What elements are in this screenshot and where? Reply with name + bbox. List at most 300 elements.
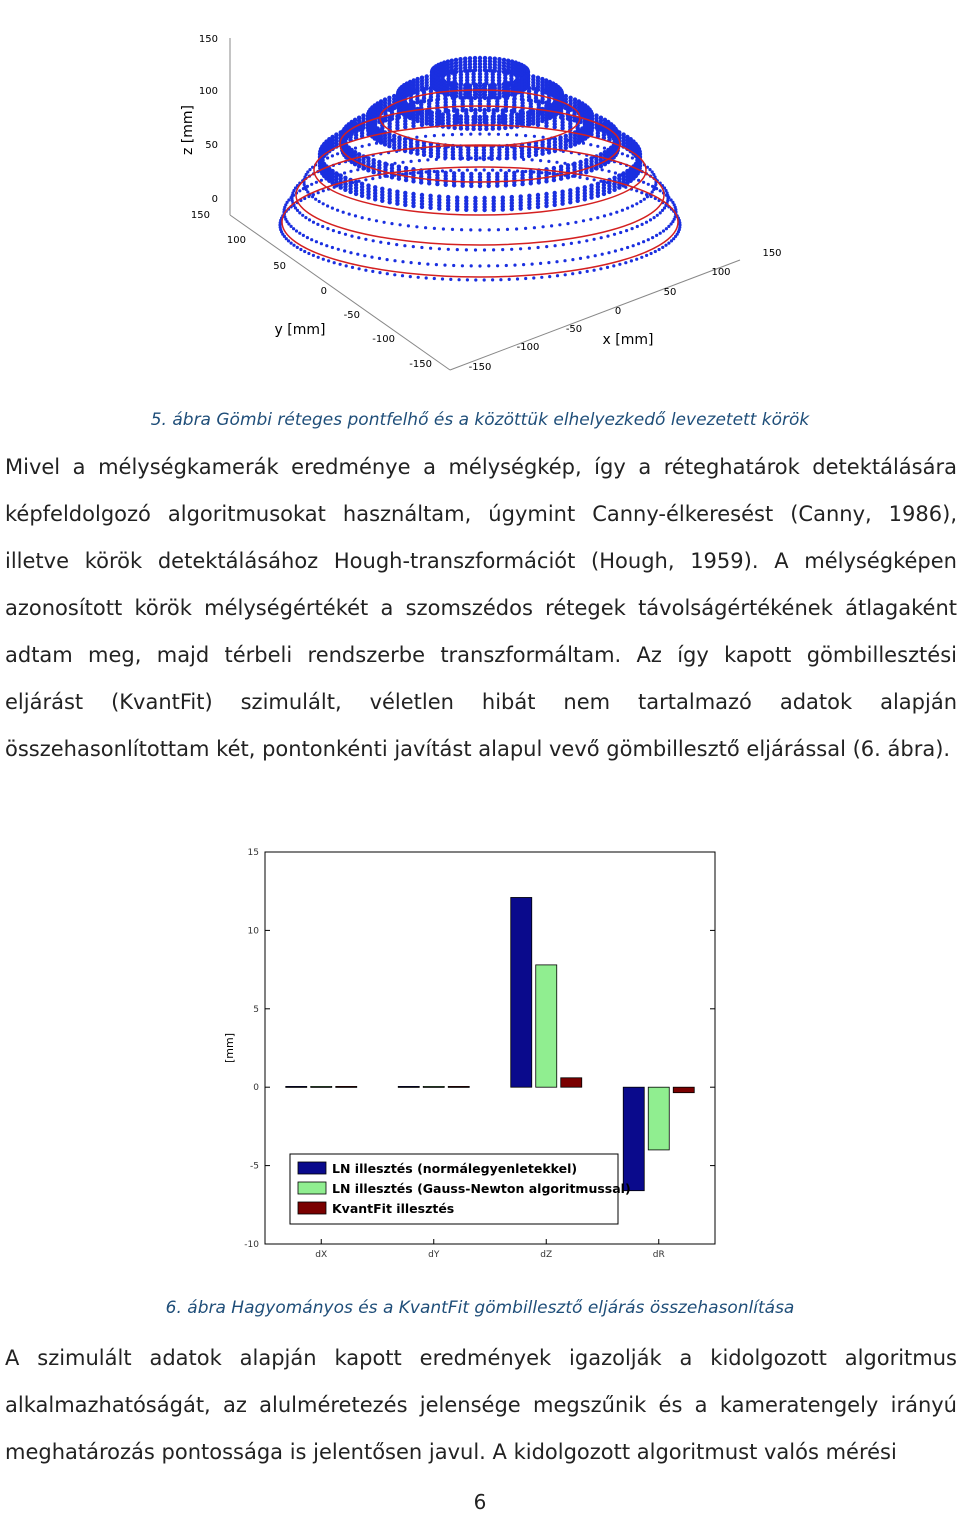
point-marker xyxy=(661,246,664,249)
point-marker xyxy=(564,94,568,98)
point-marker xyxy=(510,248,513,251)
point-marker xyxy=(424,135,427,138)
point-marker xyxy=(304,216,307,219)
point-marker xyxy=(614,249,617,252)
point-marker xyxy=(493,83,497,87)
point-marker xyxy=(474,248,477,251)
point-marker xyxy=(403,244,406,247)
point-marker xyxy=(526,68,530,72)
point-marker xyxy=(339,263,342,266)
point-marker xyxy=(606,266,609,269)
point-marker xyxy=(533,135,536,138)
point-marker xyxy=(315,240,318,243)
point-marker xyxy=(495,172,499,176)
point-marker xyxy=(332,229,335,232)
point-marker xyxy=(582,219,585,222)
point-marker xyxy=(621,171,625,175)
bar xyxy=(511,897,532,1087)
point-marker xyxy=(478,115,482,119)
x-tick-label: dX xyxy=(315,1250,328,1260)
point-marker xyxy=(666,194,669,197)
point-marker xyxy=(474,278,477,281)
point-marker xyxy=(363,254,366,257)
point-marker xyxy=(545,245,548,248)
point-marker xyxy=(640,256,643,259)
point-marker xyxy=(409,275,412,278)
point-marker xyxy=(306,170,309,173)
point-marker xyxy=(463,57,467,61)
point-marker xyxy=(364,238,367,241)
point-marker xyxy=(579,257,582,260)
point-marker xyxy=(544,192,548,196)
point-marker xyxy=(635,258,638,261)
y-tick-label: -150 xyxy=(409,359,432,370)
point-marker xyxy=(312,254,315,257)
point-marker xyxy=(330,135,334,139)
point-marker xyxy=(415,225,418,228)
point-marker xyxy=(478,228,481,231)
point-marker xyxy=(478,156,481,159)
point-marker xyxy=(456,248,459,251)
point-marker xyxy=(357,236,360,239)
y-tick-label: 100 xyxy=(226,235,246,246)
point-marker xyxy=(463,83,467,87)
point-marker xyxy=(307,252,310,255)
point-marker xyxy=(392,94,396,98)
point-marker xyxy=(654,250,657,253)
x-tick-label: 50 xyxy=(663,287,677,298)
point-marker xyxy=(563,259,566,262)
point-marker xyxy=(469,172,473,176)
point-marker xyxy=(318,200,321,203)
point-marker xyxy=(497,114,501,118)
point-marker xyxy=(338,231,341,234)
bar xyxy=(336,1086,357,1087)
point-marker xyxy=(368,143,371,146)
point-marker xyxy=(331,207,334,210)
point-marker xyxy=(428,194,432,198)
point-marker xyxy=(599,152,603,156)
point-marker xyxy=(424,226,427,229)
x-tick-label: 150 xyxy=(762,248,782,259)
point-marker xyxy=(640,191,643,194)
y-tick-label: 0 xyxy=(253,1083,259,1094)
point-marker xyxy=(473,108,477,112)
point-marker xyxy=(429,247,432,250)
point-marker xyxy=(420,193,424,197)
point-marker xyxy=(379,99,383,103)
point-marker xyxy=(593,269,596,272)
point-marker xyxy=(401,161,404,164)
x-tick-label: 0 xyxy=(614,306,622,317)
point-marker xyxy=(344,233,347,236)
point-marker xyxy=(505,264,508,267)
point-marker xyxy=(361,113,365,117)
point-marker xyxy=(578,176,581,179)
point-marker xyxy=(435,111,439,115)
point-marker xyxy=(390,222,393,225)
point-marker xyxy=(635,202,638,205)
point-marker xyxy=(533,226,536,229)
point-marker xyxy=(642,240,645,243)
point-marker xyxy=(308,218,311,221)
point-marker xyxy=(451,228,454,231)
point-marker xyxy=(357,116,361,120)
point-marker xyxy=(483,168,486,171)
point-marker xyxy=(491,115,495,119)
point-marker xyxy=(420,76,424,80)
point-marker xyxy=(670,239,673,242)
point-marker xyxy=(356,168,359,171)
point-marker xyxy=(642,181,645,184)
point-marker xyxy=(531,109,535,113)
point-marker xyxy=(540,77,544,81)
x-tick-label: -100 xyxy=(516,342,540,353)
z-tick-label: 50 xyxy=(205,140,218,151)
point-marker xyxy=(468,84,472,88)
point-marker xyxy=(450,81,454,85)
point-marker xyxy=(404,166,408,170)
point-marker xyxy=(379,241,382,244)
y-tick-label: 0 xyxy=(320,286,327,297)
point-marker xyxy=(437,194,441,198)
point-marker xyxy=(601,168,604,171)
point-marker xyxy=(600,236,603,239)
point-marker xyxy=(631,204,634,207)
point-marker xyxy=(399,223,402,226)
point-marker xyxy=(425,276,428,279)
point-marker xyxy=(606,235,609,238)
point-marker xyxy=(471,115,475,119)
point-marker xyxy=(356,253,359,256)
point-marker xyxy=(375,219,378,222)
point-marker xyxy=(364,269,367,272)
point-marker xyxy=(662,229,665,232)
point-marker xyxy=(458,278,461,281)
point-marker xyxy=(636,225,639,228)
point-marker xyxy=(468,56,472,60)
y-axis-label: [mm] xyxy=(223,1032,236,1064)
bar xyxy=(448,1086,469,1087)
point-marker xyxy=(460,228,463,231)
point-marker xyxy=(647,238,650,241)
point-marker xyxy=(447,248,450,251)
point-marker xyxy=(596,145,599,148)
point-marker xyxy=(502,58,506,62)
point-marker xyxy=(465,248,468,251)
point-marker xyxy=(473,196,477,200)
point-marker xyxy=(497,228,500,231)
point-marker xyxy=(302,234,305,237)
legend-entry: LN illesztés (Gauss-Newton algoritmussal) xyxy=(332,1181,631,1196)
point-marker xyxy=(371,177,374,180)
point-marker xyxy=(547,160,550,163)
point-marker xyxy=(508,278,511,281)
point-marker xyxy=(387,96,391,100)
point-marker xyxy=(659,189,662,192)
point-marker xyxy=(336,209,339,212)
point-marker xyxy=(553,191,557,195)
point-marker xyxy=(287,198,290,201)
point-marker xyxy=(521,111,525,115)
bar xyxy=(673,1087,694,1092)
point-marker xyxy=(395,190,399,194)
point-marker xyxy=(571,258,574,261)
point-marker xyxy=(478,264,481,267)
point-marker xyxy=(290,225,293,228)
y-tick-label: 15 xyxy=(247,848,259,858)
point-marker xyxy=(470,264,473,267)
point-marker xyxy=(526,110,530,114)
point-marker xyxy=(603,214,606,217)
point-marker xyxy=(298,189,301,192)
point-marker xyxy=(491,278,494,281)
point-marker xyxy=(388,188,392,192)
point-marker xyxy=(638,149,642,153)
point-marker xyxy=(482,108,486,112)
point-marker xyxy=(656,214,659,217)
point-marker xyxy=(568,96,572,100)
point-marker xyxy=(337,248,340,251)
point-marker xyxy=(380,187,384,191)
point-marker xyxy=(524,277,527,280)
figure5-caption: 5. ábra Gömbi réteges pontfelhő és a közöttük elhelyezkedő levezetett körök xyxy=(150,410,810,430)
point-marker xyxy=(483,56,487,60)
point-marker xyxy=(452,264,455,267)
point-marker xyxy=(386,272,389,275)
point-marker xyxy=(658,248,661,251)
z-axis-label: z [mm] xyxy=(180,105,196,155)
point-marker xyxy=(603,150,607,154)
point-marker xyxy=(395,243,398,246)
point-marker xyxy=(351,266,354,269)
point-marker xyxy=(454,58,458,62)
point-marker xyxy=(325,244,328,247)
point-marker xyxy=(420,246,423,249)
point-marker xyxy=(585,239,588,242)
x-tick-label: dY xyxy=(428,1250,440,1260)
point-marker xyxy=(593,238,596,241)
point-marker xyxy=(326,227,329,230)
z-tick-label: 150 xyxy=(198,34,218,45)
point-marker xyxy=(466,278,469,281)
z-tick-label: 0 xyxy=(211,194,218,205)
point-marker xyxy=(544,105,548,109)
point-marker xyxy=(343,176,347,180)
point-marker xyxy=(659,211,662,214)
point-marker xyxy=(298,232,301,235)
point-marker xyxy=(368,218,371,221)
point-marker xyxy=(651,190,654,193)
point-marker xyxy=(589,218,592,221)
point-marker xyxy=(378,271,381,274)
point-marker xyxy=(483,278,486,281)
point-marker xyxy=(326,204,329,207)
point-marker xyxy=(301,214,304,217)
point-marker xyxy=(358,267,361,270)
point-marker xyxy=(515,227,518,230)
point-marker xyxy=(568,188,572,192)
point-marker xyxy=(577,128,581,132)
point-marker xyxy=(427,169,431,173)
point-marker xyxy=(653,216,656,219)
point-marker xyxy=(441,277,444,280)
point-marker xyxy=(361,216,364,219)
body-paragraph-1: Mivel a mélységkamerák eredménye a mélységkép, így a réteghatárok detektálására képfeldolgozó algoritmusokat használtam, úgymint Canny-élkeresést (Canny, 1986), illetve körök detektálásához Hough-transzformációt (Hough, 1959). A mélységképen azonosított körök mélységértékét a szomszédos rétegek távolságértékének átlagaként adtam meg, majd térbeli rendszerbe transzformáltam. Az így kapott gömbillesztési eljárást (KvantFit) szimulált, véletlen hibát nem tartalmazó adatok alapján összehasonlítottam két, pontonkénti javítást alapul vevő gömbillesztő eljárással (6. ábra). xyxy=(5,455,957,761)
point-marker xyxy=(499,278,502,281)
point-marker xyxy=(493,57,497,61)
point-marker xyxy=(343,249,346,252)
point-marker xyxy=(306,236,309,239)
point-marker xyxy=(497,133,500,136)
bar xyxy=(286,1086,307,1087)
point-marker xyxy=(515,133,518,136)
point-marker xyxy=(454,82,458,86)
legend-entry: KvantFit illesztés xyxy=(332,1201,455,1216)
point-marker xyxy=(442,133,445,136)
point-marker xyxy=(354,147,357,150)
point-marker xyxy=(564,134,568,138)
point-marker xyxy=(446,59,450,63)
point-marker xyxy=(539,262,542,265)
point-marker xyxy=(599,267,602,270)
point-marker xyxy=(520,170,524,174)
point-marker xyxy=(555,260,558,263)
point-marker xyxy=(621,209,624,212)
point-marker xyxy=(350,235,353,238)
point-marker xyxy=(373,185,377,189)
point-marker xyxy=(474,168,477,171)
point-marker xyxy=(508,169,511,172)
point-marker xyxy=(625,169,629,173)
x-tick-label: dR xyxy=(652,1250,665,1260)
y-tick-label: -100 xyxy=(372,334,395,345)
point-marker xyxy=(564,273,567,276)
point-marker xyxy=(393,259,396,262)
point-marker xyxy=(594,113,598,117)
point-marker xyxy=(578,160,582,164)
point-marker xyxy=(378,176,381,179)
point-marker xyxy=(635,189,638,192)
point-marker xyxy=(624,261,627,264)
point-marker xyxy=(556,274,559,277)
point-marker xyxy=(366,156,370,160)
point-marker xyxy=(442,227,445,230)
point-marker xyxy=(487,172,491,176)
point-marker xyxy=(425,74,429,78)
point-marker xyxy=(452,171,456,175)
point-marker xyxy=(667,225,670,228)
point-marker xyxy=(540,276,543,279)
point-marker xyxy=(589,183,593,187)
point-marker xyxy=(536,193,540,197)
point-marker xyxy=(392,134,396,138)
point-marker xyxy=(441,112,445,116)
bar xyxy=(398,1086,419,1087)
bar xyxy=(648,1087,669,1150)
y-tick-label: -50 xyxy=(343,310,360,321)
point-marker xyxy=(531,158,534,161)
page-number: 6 xyxy=(473,1490,487,1514)
point-marker xyxy=(435,170,439,174)
point-marker xyxy=(607,251,610,254)
point-marker xyxy=(483,84,487,88)
point-marker xyxy=(510,195,514,199)
y-tick-label: 50 xyxy=(273,261,286,272)
point-marker xyxy=(519,194,523,198)
point-marker xyxy=(626,207,629,210)
point-marker xyxy=(584,158,588,162)
point-marker xyxy=(469,228,472,231)
point-marker xyxy=(630,259,633,262)
y-tick-label: -10 xyxy=(244,1240,259,1250)
point-marker xyxy=(397,165,401,169)
point-marker xyxy=(343,171,346,174)
point-marker xyxy=(645,221,648,224)
point-marker xyxy=(519,247,522,250)
bar xyxy=(623,1087,644,1190)
point-marker xyxy=(316,223,319,226)
point-marker xyxy=(415,77,419,81)
point-marker xyxy=(310,238,313,241)
point-marker xyxy=(531,74,535,78)
point-marker xyxy=(637,242,640,245)
point-marker xyxy=(524,134,527,137)
point-marker xyxy=(348,213,351,216)
point-marker xyxy=(574,221,577,224)
point-marker xyxy=(532,276,535,279)
point-marker xyxy=(596,182,600,186)
point-marker xyxy=(599,116,603,120)
bar xyxy=(423,1086,444,1087)
point-marker xyxy=(459,114,463,118)
point-marker xyxy=(506,228,509,231)
point-marker xyxy=(613,233,616,236)
point-marker xyxy=(370,256,373,259)
point-marker xyxy=(492,196,496,200)
point-marker xyxy=(321,225,324,228)
point-marker xyxy=(478,56,482,60)
point-marker xyxy=(438,247,441,250)
point-marker xyxy=(303,250,306,253)
point-marker xyxy=(412,245,415,248)
comparison-bar-chart xyxy=(215,842,760,1262)
point-marker xyxy=(506,59,510,63)
point-marker xyxy=(383,162,387,166)
point-marker xyxy=(501,195,505,199)
y-tick-label: 150 xyxy=(190,210,210,221)
point-marker xyxy=(492,248,495,251)
point-marker xyxy=(506,133,509,136)
point-marker xyxy=(322,189,325,192)
point-marker xyxy=(354,180,358,184)
point-marker xyxy=(478,132,481,135)
point-marker xyxy=(618,263,621,266)
point-marker xyxy=(542,225,545,228)
point-marker xyxy=(491,169,494,172)
point-marker xyxy=(497,57,501,61)
point-marker xyxy=(326,156,329,159)
point-marker xyxy=(426,158,429,161)
point-marker xyxy=(364,178,367,181)
point-marker xyxy=(461,172,465,176)
point-marker xyxy=(625,229,628,232)
point-marker xyxy=(602,180,606,184)
point-marker xyxy=(401,274,404,277)
legend-swatch xyxy=(298,1162,326,1174)
point-marker xyxy=(639,200,642,203)
point-marker xyxy=(401,260,404,263)
